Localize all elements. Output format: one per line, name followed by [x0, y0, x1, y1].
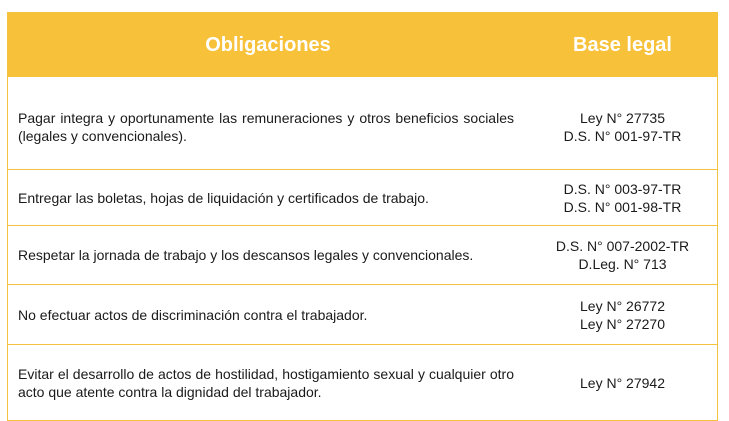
legal-basis-cell	[528, 109, 717, 145]
legal-basis-cell	[528, 180, 717, 216]
table-row	[8, 344, 717, 420]
legal-reference: Ley N° 27735	[580, 110, 665, 126]
table-header	[8, 13, 717, 77]
obligation-cell: No efectuar actos de discriminación contra el trabajador.	[18, 306, 368, 323]
legal-basis-cell	[528, 297, 717, 333]
legal-reference: D.S. N° 001-98-TR	[563, 198, 682, 215]
legal-reference: D.Leg. N° 713	[578, 256, 667, 272]
obligation-cell: Respetar la jornada de trabajo y los descansos legales y convencionales.	[18, 247, 474, 263]
table-row	[8, 284, 717, 344]
legal-basis-cell	[528, 374, 717, 392]
header-obligaciones: Obligaciones	[205, 33, 331, 56]
header-base-legal: Base legal	[573, 33, 672, 56]
obligations-table	[7, 12, 718, 421]
table-row	[8, 77, 717, 169]
legal-reference: D.S. N° 007-2002-TR	[555, 238, 690, 254]
legal-basis-cell	[528, 237, 717, 273]
legal-reference: D.S. N° 001-97-TR	[563, 128, 682, 144]
table-body	[8, 77, 717, 420]
obligation-cell: Pagar integra y oportunamente las remuneraciones y otros beneficios sociales (legales y convencionales).	[18, 110, 514, 144]
legal-reference: Ley N° 27270	[580, 315, 665, 332]
legal-reference: D.S. N° 003-97-TR	[563, 180, 682, 197]
table-row	[8, 225, 717, 284]
table-row	[8, 169, 717, 225]
legal-reference: Ley N° 27942	[580, 374, 665, 391]
obligation-cell: Entregar las boletas, hojas de liquidación y certificados de trabajo.	[18, 189, 429, 206]
legal-reference: Ley N° 26772	[580, 297, 665, 314]
obligation-cell: Evitar el desarrollo de actos de hostilidad, hostigamiento sexual y cualquier otro acto que atente contra la dignidad del trabajador.	[18, 365, 514, 400]
